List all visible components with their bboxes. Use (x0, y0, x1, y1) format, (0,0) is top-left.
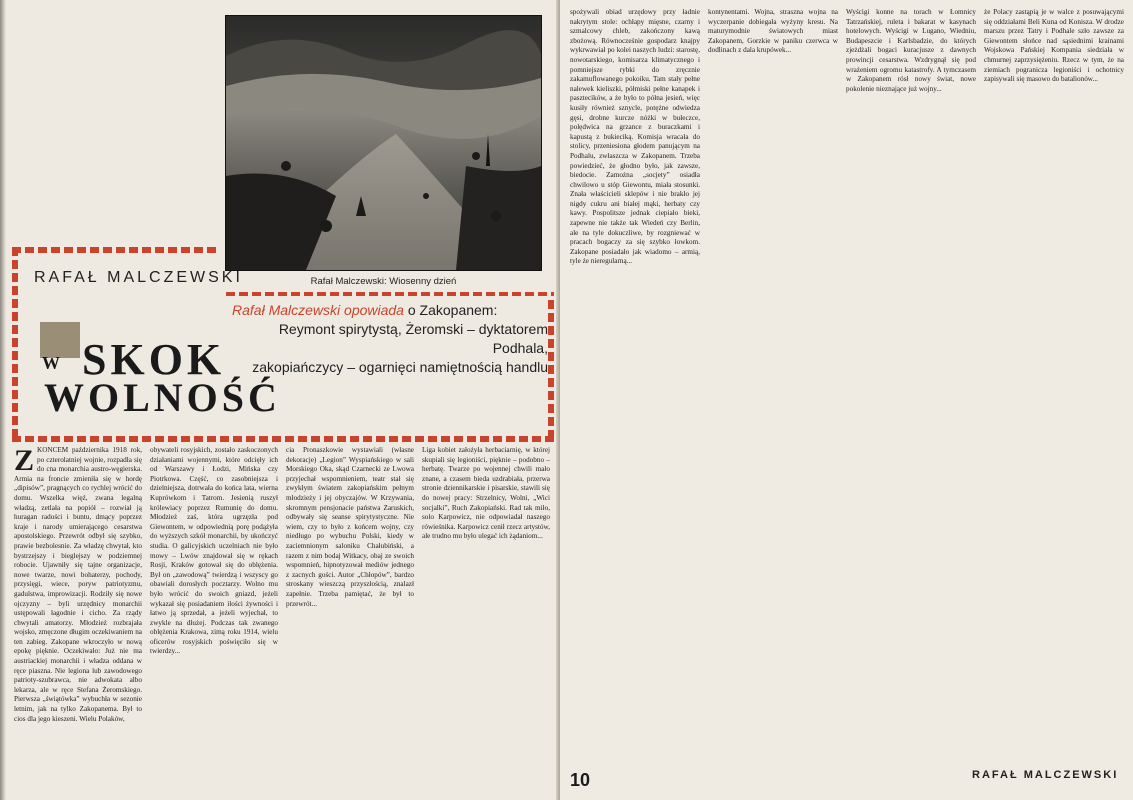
column-3-text: cia Pronaszkowie wystawiali (własne dekoracje) „Legion” Wyspiańskiego w sali Morskiego Oka, skąd Czarnecki ze Lwowa przyjechał wspomnieniem, teatr stał się zwykłym światem zakopiańskim pełnym młodzieży i jej obyczajów. W Krzywania, skromnym pensjonacie państwa Zaruskich, odbywały się seanse spirytystyczne. Nie wiem, czy to było z końcem wojny, czy niedługo po wybuchu Polski, kiedy w zaciemnionym saloniku Chałubiński, a razem z nim bodaj Witkacy, obaj ze swoich wspomnień, hipnotyzował mediów jednego z zacnych gości. Autor „Chłopów”, bardzo stroskany wieszczą przyszłością, znalazł zapełnie. Trzeba pamiętać, że był to przewrót... (286, 446, 414, 608)
subtitle-line2: Reymont spirytystą, Żeromski – dyktatorem Podhala, (278, 321, 548, 356)
text-column-1 (14, 446, 142, 792)
subtitle-rest: o Zakopanem: (403, 302, 498, 318)
author-byline: RAFAŁ MALCZEWSKI (34, 269, 243, 286)
column-1-text: KONCEM października 1918 rok, po czterolatniej wojnie, rozpadła się do cna monarchia austro-węgierska. Armia na froncie zmieniła się w hordę „dipisów”, pragnących co rychlej wrócić do domu. Wszelka więź, zwana legalną władzą, zetlała na popiół – rozwiał ją huragan radości i buntu, dmący poprzez kraje i narody umierającego cesarstwa apostolskiego. Przewrót odbył się szybko, prawie bezbolesnie. Za władzę chwytał, kto bystrzejszy i bieglejszy w podziemnej robocie. Ujawniły się tajne organizacje, nowe twarze, nowi bohaterzy, pochody, przysięgi, wiece, poryw patriotyzmu, gadulstwa, improwizacji. Rodziły się nowe ojczyzny – byli urzędnicy monarchii ustępowali łagodnie i cicho. Za rządy chwytali amatorzy. Młodzież rozbrajała wojsko, zmęczone długim oczekiwaniem na ten zabieg. Zakopane wkroczyło w nową epokę pięknie. Oczekiwało: Już nie ma austriackiej monarchii i władza oddana w ręce piaszna. Nie legiona lub zawodowego patrioty-szubrawca, nie adwokata albo lekarza, ale w ręce Stefana Żeromskiego. Pierwsza „świątówka” wybuchła w sezonie letnim, jak na tylko Zakopanema. Był to cios dla jego kieszeni. Wielu Polaków, (14, 446, 142, 723)
subtitle-lines (232, 320, 548, 377)
right-page (560, 0, 1133, 800)
column-8-text: że Polacy zastąpią je w walce z posuwającymi się oddziałami Beli Kuna od Konisza. W drodze marszu przez Tatry i Podhale szło zawsze za Giewontem słońce nad sąsiednimi krainami Wojskowa Pańskiej Kompania siedziała w chmurnej zaprzysiężeniu. Rzecz w tym, że na ziemiach pogranicza legioniści i ochotnicy zapisywali się masowo do batalionów... (984, 8, 1124, 84)
painting-photo (226, 16, 541, 270)
column-4-text: Liga kobiet założyła herbaciarnię, w której skupiali się legioniści, pięknie – podobno – herbatę. Twarze po wojennej chwili mało znane, a czasem bieda uzdrabiała, przerwa stronie dziennikarskie i pisarskie, stawili się do nowej pracy: Strzelnicy, Wolni, „Wici socjalki”, Ruch Zakopiański. Rad tak miło, solo Karpowicz, nie odpowiadał naszego rówieśnika. Karpowicz cenił rzecz artystów, ale trudno mu było ulegać ich żądaniom... (422, 446, 550, 541)
red-border-bottom (12, 436, 554, 442)
title-skok: SKOK (82, 335, 226, 384)
column-5-text: spożywali obiad urzędowy przy ładnie nakrytym stole: ochłapy mięsne, czarny i szmalcowy chleb, zakończony kawą zbożową. Równocześnie gospodarz knajpy wykrwawiał po kolei naszych ludzi: starostę, nowotarskiego, komisarza klimatycznego i pomniejsze rybki do zręcznie zakamuflowanego pokoiku. Tam stały pełne nalewek kieliszki, półmiski pełne kanapek i pasztecików, a że było to półna jesień, więc kusiły również sznycle, potężne odwiedza gęsi, drobne kurcze nóżki w bułeczce, polędwica na grzance z buraczkami i kapustą z bukieciką. Komisja wracała do stolicy, przeniesiona głodem panującym na Podhalu, zwłaszcza w Zakopanem. Trzeba powiedzieć, że głodno było, jak zawsze, biedocie. Zamożna „socjety” osiadła chwilowo u stóp Giewontu, miała stosunki. Znała właścicieli sklepów i nie brakło jej nigdy cukru ani białej mąki, herbaty czy kawy. Pospolitsze jednak ciepiało bieki, zapewne nie także tak Wiedeń czy Berlin, ale na tyle dokuczliwe, by rozgniewać w pracach bogaczy za się szybko łowkom. Zakopane posiadało jak wiadomo – armią, tyle że nieregularną... (570, 8, 700, 266)
subtitle-red: Rafał Malczewski opowiada (232, 302, 404, 318)
text-column-8 (984, 8, 1124, 760)
page-edge-shadow (0, 0, 6, 800)
red-border-under-photo (226, 292, 554, 296)
text-column-7 (846, 8, 976, 788)
title-w: W (42, 353, 60, 373)
column-7-text: Wyścigi konne na torach w Łomnicy Tatrzańskiej, ruleta i bakarat w kasynach hotelowych. Wyścigi w Lugano, Wiedniu, Budapeszcie i Karlsbadzie, do których zjeżdżali bogaci kuracjusze z dawnych prowincji cesarstwa. Wzdrygnął się pod wrażeniem ogromu katastrofy. A tymczasem w Zakopanem rósł nowy świat, nowe pokolenie nieznające już wojny... (846, 8, 976, 93)
article-title (12, 300, 281, 425)
column-6-text: kontynentami. Wojna, straszna wojna na wyczerpanie dobiegała wyżyny kresu. Na maturymodnie światowych miast Zakopanem, Gorzkie w paniku czerwca w dodlinach z dala krupówek... (708, 8, 838, 55)
text-column-5 (570, 8, 700, 762)
column-2-text: obywateli rosyjskich, zostało zaskoczonych działaniami wojennymi, które odcięły ich od Warszawy i Łodzi, Mińska czy Piotrkowa. Część, co zasobniejsza i dzielniejsza, dotrwała do końca lata, wierna Kuprówkom i Tatrom. Jesienią ruszył królewiacy poprzez Rumunię do domu. Młodzież zaś, która ugrzęzła pod Giewontem, w odpowiednią porę podążyła do wyższych szkół monarchii, by ukończyć studia. O galicyjskich uczelniach nie było mowy – Lwów znajdował się w rękach Rosji, Kraków gotował się do oblężenia. Był on „zawodową” twierdzą i wszyscy go obawiali dorosłych pocztarzy. Wolno mu było wrócić do swoich gniazd, jeżeli wykazał się posiadaniem ilości żywności i łatwo ją sprzedał, a jeżeli wyjechał, to zwykle na dłużej. Podczas tak zwanego oblężenia Krakowa, zimą roku 1914, wielu oficerów rosyjskich poświęciło się w twierdzy... (150, 446, 278, 656)
text-column-6 (708, 8, 838, 788)
photo-caption: Rafał Malczewski: Wiosenny dzień (310, 276, 457, 287)
red-border-right (548, 300, 554, 440)
page-number-right: 10 (570, 770, 591, 790)
title-wolnosc: WOLNOŚĆ (44, 375, 281, 420)
text-column-3 (286, 446, 414, 792)
text-column-2 (150, 446, 278, 792)
article-signature: RAFAŁ MALCZEWSKI (972, 769, 1119, 781)
subtitle-line3: zakopiańczycy – ogarnięci namiętnością handlu (252, 359, 548, 375)
text-column-4 (422, 446, 550, 792)
red-border-top-left (12, 247, 217, 253)
drop-cap: Z (14, 446, 35, 477)
subtitle-line1 (232, 302, 497, 318)
left-page (0, 0, 560, 800)
